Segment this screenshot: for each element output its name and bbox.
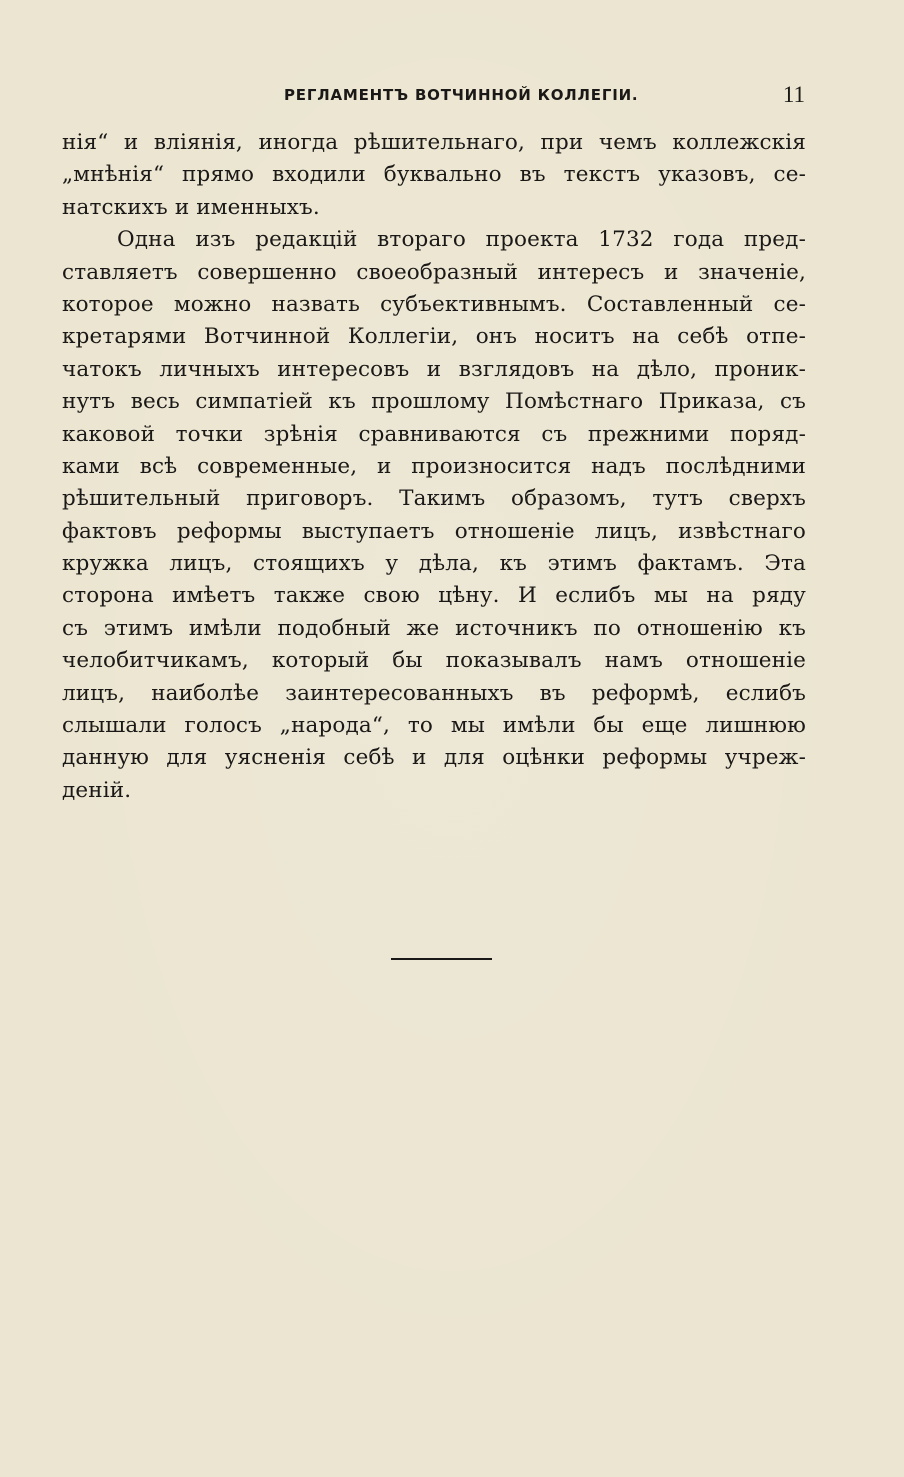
text-line: кретарями Вотчинной Коллегіи, онъ носитъ на себѣ отпе-	[62, 324, 806, 350]
text-line: „мнѣнія“ прямо входили буквально въ текстъ указовъ, се-	[62, 162, 806, 188]
section-end-rule	[391, 958, 492, 960]
text-line: деній.	[62, 777, 132, 803]
text-line: челобитчикамъ, который бы показывалъ намъ отношеніе	[62, 648, 806, 674]
text-line: лицъ, наиболѣе заинтересованныхъ въ реформѣ, еслибъ	[62, 680, 806, 706]
text-line: слышали голосъ „народа“, то мы имѣли бы еще лишнюю	[62, 713, 806, 739]
paragraph-redaction	[62, 224, 806, 807]
text-line: ставляетъ совершенно своеобразный интересъ и значеніе,	[62, 259, 806, 285]
text-line: данную для уясненія себѣ и для оцѣнки реформы учреж-	[62, 745, 806, 771]
text-line: нія“ и вліянія, иногда рѣшительнаго, при чемъ коллежскія	[62, 130, 806, 155]
text-line: съ этимъ имѣли подобный же источникъ по отношенію къ	[62, 615, 806, 641]
page-number: 11	[782, 82, 805, 107]
text-line: Одна изъ редакцій втораго проекта 1732 года пред-	[117, 227, 806, 253]
text-line: которое можно назвать субъективнымъ. Составленный се-	[62, 291, 806, 317]
text-line: кружка лицъ, стоящихъ у дѣла, къ этимъ фактамъ. Эта	[62, 551, 806, 577]
text-line: рѣшительный приговоръ. Такимъ образомъ, тутъ сверхъ	[62, 486, 806, 512]
text-line: сторона имѣетъ также свою цѣну. И еслибъ мы на ряду	[62, 583, 806, 609]
running-title: РЕГЛАМЕНТЪ ВОТЧИННОЙ КОЛЛЕГIИ.	[284, 86, 639, 104]
text-line: натскихъ и именныхъ.	[62, 194, 320, 220]
paragraph-continuation	[62, 127, 806, 224]
page-header	[62, 82, 805, 112]
text-line: чатокъ личныхъ интересовъ и взглядовъ на дѣло, проник-	[62, 356, 806, 382]
text-line: фактовъ реформы выступаетъ отношеніе лицъ, извѣстнаго	[62, 518, 806, 544]
text-line: нутъ весь симпатіей къ прошлому Помѣстнаго Приказа, съ	[62, 389, 806, 415]
text-line: каковой точки зрѣнія сравниваются съ прежними поряд-	[62, 421, 806, 447]
text-line: ками всѣ современные, и произносится надъ послѣдними	[62, 453, 806, 479]
body-text	[62, 127, 806, 807]
